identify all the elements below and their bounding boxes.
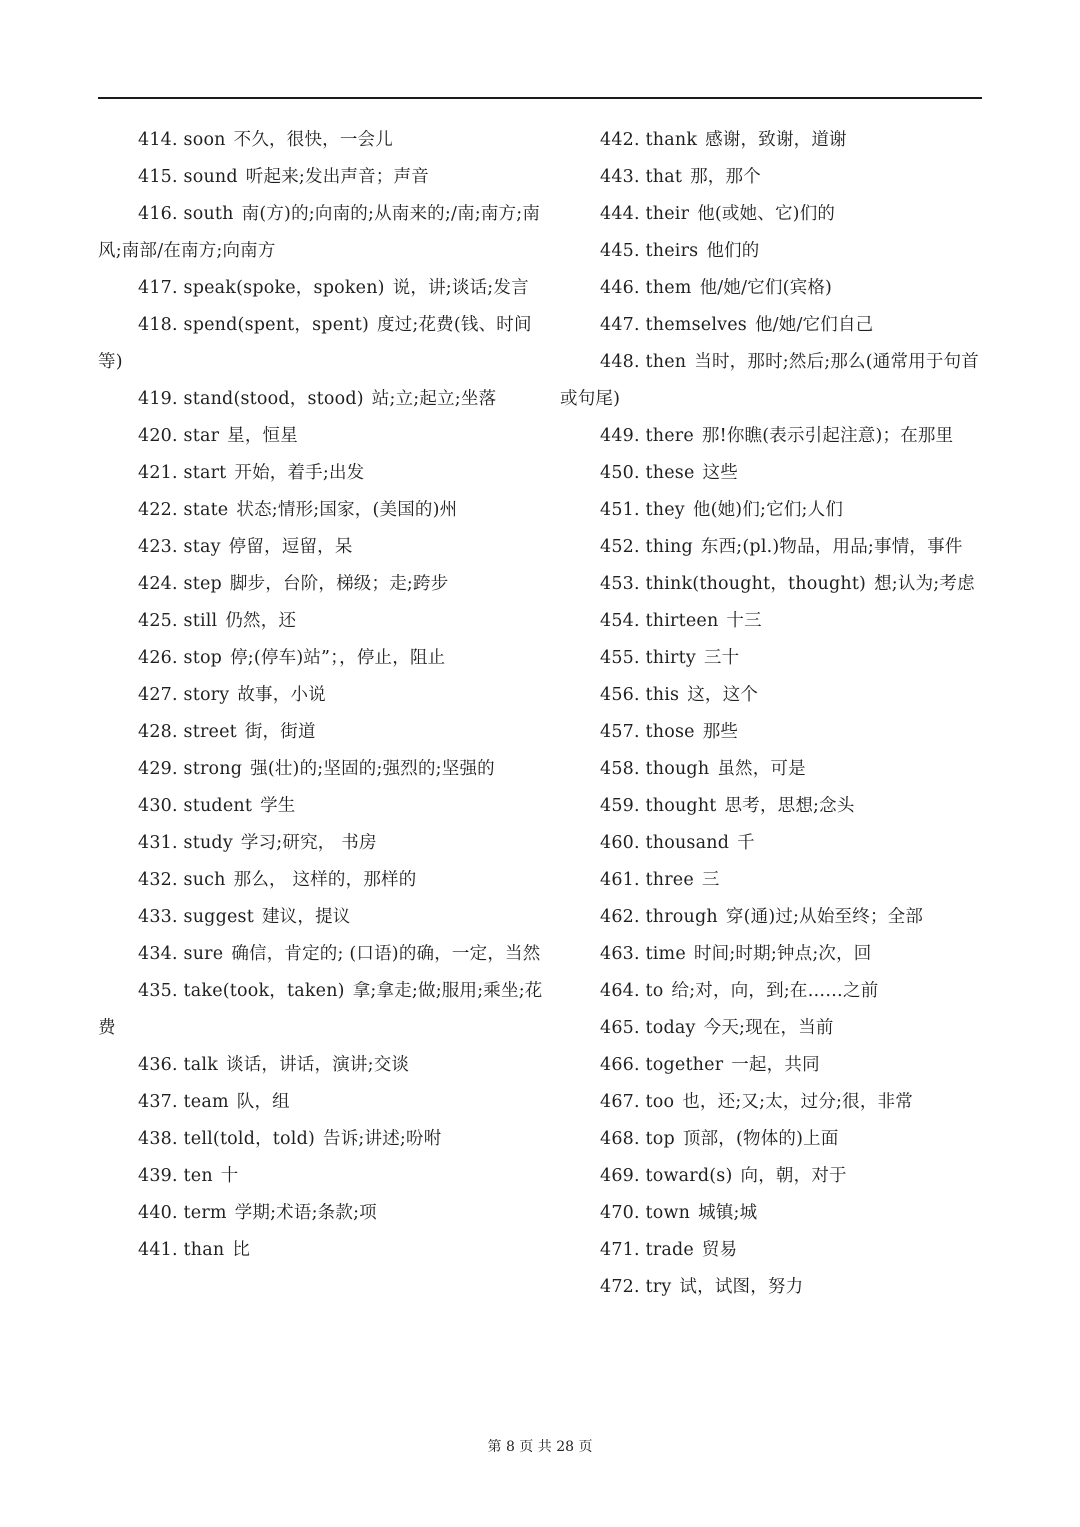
vocab-definition: 贸易: [701, 1240, 738, 1260]
vocab-entry: [560, 196, 990, 233]
vocab-entry: [560, 344, 990, 418]
vocab-word: 456. this: [600, 685, 680, 705]
vocab-word: 449. there: [600, 426, 694, 446]
vocab-entry: [560, 603, 990, 640]
vocab-word: 423. stay: [138, 537, 221, 557]
vocab-entry: [560, 270, 990, 307]
vocab-entry: [98, 307, 543, 381]
vocab-entry: [98, 936, 543, 973]
vocab-word: 454. thirteen: [600, 611, 719, 631]
vocab-definition: 状态;情形;国家，(美国的)州: [236, 500, 458, 520]
vocab-entry: [560, 1047, 990, 1084]
vocab-entry: [98, 492, 543, 529]
vocab-entry: [98, 270, 543, 307]
vocab-definition: 说，讲;谈话;发言: [392, 278, 529, 298]
vocab-entry: [98, 677, 543, 714]
vocab-word: 425. still: [138, 611, 218, 631]
vocab-word: 422. state: [138, 500, 229, 520]
vocab-definition: 十: [220, 1166, 239, 1186]
vocab-entry: [98, 714, 543, 751]
vocab-definition: 他/她/它们自己: [754, 315, 874, 335]
vocab-entry: [560, 1121, 990, 1158]
vocab-entry: [98, 159, 543, 196]
vocab-word: 460. thousand: [600, 833, 730, 853]
vocab-definition: 确信，肯定的; (口语)的确，一定，当然: [231, 944, 541, 964]
vocab-word: 427. story: [138, 685, 230, 705]
vocab-entry: [98, 1232, 543, 1269]
vocab-word: 472. try: [600, 1277, 672, 1297]
vocab-entry: [98, 862, 543, 899]
vocab-definition: 那，那个: [690, 167, 761, 187]
vocab-word: 452. thing: [600, 537, 693, 557]
vocab-entry: [98, 899, 543, 936]
vocab-definition: 街，街道: [244, 722, 316, 742]
vocab-word: 447. themselves: [600, 315, 747, 335]
vocab-definition: 千: [737, 833, 755, 853]
vocab-word: 418. spend(spent，spent): [138, 315, 369, 335]
vocab-word: 457. those: [600, 722, 695, 742]
vocab-entry: [560, 529, 990, 566]
vocab-word: 416. south: [138, 204, 234, 224]
vocab-word: 426. stop: [138, 648, 223, 668]
vocab-entry: [98, 788, 543, 825]
left-column: [98, 122, 543, 1269]
vocab-word: 429. strong: [138, 759, 243, 779]
vocab-entry: [560, 825, 990, 862]
page-footer: 第 8 页 共 28 页: [487, 1439, 593, 1455]
vocab-definition: 停留，逗留，呆: [228, 537, 353, 557]
vocab-word: 448. then: [600, 352, 687, 372]
vocab-entry: [560, 714, 990, 751]
vocab-word: 471. trade: [600, 1240, 694, 1260]
vocab-entry: [560, 677, 990, 714]
vocab-entry: [560, 640, 990, 677]
vocab-word: 450. these: [600, 463, 695, 483]
vocab-word: 417. speak(spoke，spoken): [138, 278, 385, 298]
vocab-entry: [560, 418, 990, 455]
vocab-entry: [560, 1195, 990, 1232]
vocab-word: 438. tell(told，told): [138, 1129, 316, 1149]
vocab-definition: 听起来;发出声音；声音: [245, 167, 429, 187]
vocab-entry: [98, 566, 543, 603]
vocab-word: 424. step: [138, 574, 222, 594]
vocab-entry: [98, 751, 543, 788]
vocab-definition: 穿(通)过;从始至终；全部: [725, 907, 924, 927]
vocab-entry: [98, 825, 543, 862]
vocab-definition: 开始，着手;出发: [234, 463, 365, 483]
vocab-definition: 站;立;起立;坐落: [371, 389, 497, 409]
vocab-definition: 思考，思想;念头: [724, 796, 855, 816]
vocab-word: 435. take(took，taken): [138, 981, 345, 1001]
vocab-entry: [98, 603, 543, 640]
vocab-entry: [560, 1084, 990, 1121]
vocab-word: 420. star: [138, 426, 220, 446]
vocab-definition: 想;认为;考虑: [874, 574, 975, 594]
vocab-entry: [560, 122, 990, 159]
vocab-entry: [560, 566, 990, 603]
vocab-word: 446. them: [600, 278, 692, 298]
vocab-entry: [560, 1269, 990, 1306]
vocab-word: 430. student: [138, 796, 253, 816]
vocab-entry: [560, 1158, 990, 1195]
vocab-word: 414. soon: [138, 130, 226, 150]
vocab-word: 433. suggest: [138, 907, 254, 927]
vocab-definition: 东西;(pl.)物品，用品;事情，事件: [700, 537, 963, 557]
vocab-definition: 城镇;城: [698, 1203, 758, 1223]
vocab-definition: 虽然，可是: [717, 759, 806, 779]
vocab-entry: [98, 1084, 543, 1121]
vocab-word: 459. thought: [600, 796, 717, 816]
vocab-definition: 星，恒星: [227, 426, 298, 446]
right-column: [560, 122, 990, 1306]
vocab-word: 455. thirty: [600, 648, 696, 668]
vocab-word: 441. than: [138, 1240, 225, 1260]
vocab-definition: 向，朝，对于: [740, 1166, 847, 1186]
vocab-word: 442. thank: [600, 130, 698, 150]
vocab-word: 440. term: [138, 1203, 227, 1223]
vocab-word: 465. today: [600, 1018, 696, 1038]
vocab-word: 419. stand(stood，stood): [138, 389, 364, 409]
vocab-definition: 不久，很快，一会儿: [233, 130, 393, 150]
vocab-entry: [98, 1121, 543, 1158]
vocab-definition: 拿;拿走;做;服用;乘坐;花费: [98, 981, 543, 1038]
vocab-word: 421. start: [138, 463, 227, 483]
vocab-word: 439. ten: [138, 1166, 213, 1186]
vocab-entry: [560, 973, 990, 1010]
vocab-word: 428. street: [138, 722, 237, 742]
vocab-word: 470. town: [600, 1203, 691, 1223]
vocab-definition: 建议，提议: [261, 907, 351, 927]
vocab-word: 432. such: [138, 870, 226, 890]
vocab-definition: 学生: [260, 796, 296, 816]
vocab-definition: 比: [232, 1240, 251, 1260]
vocab-definition: 队，组: [236, 1092, 290, 1112]
vocab-entry: [98, 122, 543, 159]
vocab-definition: 那么， 这样的，那样的: [233, 870, 417, 890]
vocab-definition: 感谢，致谢，道谢: [705, 130, 847, 150]
vocab-word: 463. time: [600, 944, 686, 964]
vocab-word: 466. together: [600, 1055, 724, 1075]
vocab-word: 431. study: [138, 833, 233, 853]
vocab-word: 462. through: [600, 907, 718, 927]
vocab-definition: 这，这个: [687, 685, 759, 705]
vocab-definition: 故事，小说: [237, 685, 326, 705]
vocab-entry: [560, 788, 990, 825]
vocab-entry: [98, 196, 543, 270]
vocab-definition: 停;(停车)站”；，停止，阻止: [230, 648, 446, 668]
vocab-word: 468. top: [600, 1129, 675, 1149]
vocab-entry: [560, 159, 990, 196]
vocab-word: 443. that: [600, 167, 683, 187]
vocab-definition: 顶部，(物体的)上面: [682, 1129, 839, 1149]
vocab-definition: 今天;现在，当前: [703, 1018, 834, 1038]
vocab-definition: 他们的: [706, 241, 760, 261]
vocab-definition: 告诉;讲述;吩咐: [323, 1129, 442, 1149]
vocab-definition: 试，试图，努力: [679, 1277, 804, 1297]
vocab-word: 445. theirs: [600, 241, 699, 261]
vocab-entry: [98, 973, 543, 1047]
vocab-entry: [560, 307, 990, 344]
vocab-entry: [98, 418, 543, 455]
vocab-entry: [560, 751, 990, 788]
vocab-definition: 十三: [726, 611, 762, 631]
vocab-definition: 当时，那时;然后;那么(通常用于句首或句尾): [560, 352, 979, 409]
vocab-entry: [560, 1232, 990, 1269]
vocab-entry: [98, 455, 543, 492]
vocab-entry: [98, 1158, 543, 1195]
vocab-definition: 给;对，向，到;在……之前: [671, 981, 879, 1001]
vocab-entry: [560, 455, 990, 492]
vocab-word: 464. to: [600, 981, 664, 1001]
vocab-definition: 他/她/它们(宾格): [699, 278, 833, 298]
vocab-definition: 三: [701, 870, 720, 890]
vocab-word: 434. sure: [138, 944, 224, 964]
vocab-definition: 学习;研究， 书房: [240, 833, 377, 853]
vocab-word: 451. they: [600, 500, 685, 520]
vocab-entry: [98, 640, 543, 677]
vocab-entry: [98, 381, 543, 418]
vocab-word: 444. their: [600, 204, 690, 224]
vocab-definition: 也，还;又;太，过分;很，非常: [682, 1092, 913, 1112]
vocab-word: 461. three: [600, 870, 694, 890]
vocab-definition: 度过;花费(钱、时间等): [98, 315, 532, 372]
vocab-word: 453. think(thought，thought): [600, 574, 867, 594]
vocab-word: 469. toward(s): [600, 1166, 733, 1186]
vocab-definition: 他(她)们;它们;人们: [692, 500, 844, 520]
vocab-definition: 脚步，台阶，梯级；走;跨步: [229, 574, 449, 594]
vocab-entry: [98, 529, 543, 566]
vocab-entry: [98, 1195, 543, 1232]
vocab-entry: [560, 899, 990, 936]
vocab-definition: 谈话，讲话，演讲;交谈: [226, 1055, 410, 1075]
vocab-definition: 南(方)的;向南的;从南来的;/南;南方;南风;南部/在南方;向南方: [98, 204, 541, 261]
vocab-definition: 三十: [703, 648, 740, 668]
vocab-word: 467. too: [600, 1092, 675, 1112]
vocab-entry: [560, 862, 990, 899]
vocab-word: 415. sound: [138, 167, 238, 187]
vocab-word: 437. team: [138, 1092, 229, 1112]
vocab-definition: 强(壮)的;坚固的;强烈的;坚强的: [250, 759, 495, 779]
vocab-definition: 这些: [702, 463, 738, 483]
vocab-entry: [98, 1047, 543, 1084]
header-rule: [98, 97, 982, 99]
vocab-entry: [560, 492, 990, 529]
vocab-entry: [560, 936, 990, 973]
vocab-definition: 仍然，还: [225, 611, 297, 631]
vocab-word: 458. though: [600, 759, 710, 779]
vocab-entry: [560, 233, 990, 270]
vocab-definition: 那些: [702, 722, 739, 742]
vocab-definition: 他(或她、它)们的: [697, 204, 836, 224]
vocab-definition: 那!你瞧(表示引起注意)；在那里: [701, 426, 954, 446]
vocab-definition: 学期;术语;条款;项: [234, 1203, 377, 1223]
vocab-definition: 一起，共同: [731, 1055, 820, 1075]
vocab-word: 436. talk: [138, 1055, 218, 1075]
vocab-entry: [560, 1010, 990, 1047]
vocab-definition: 时间;时期;钟点;次，回: [693, 944, 872, 964]
